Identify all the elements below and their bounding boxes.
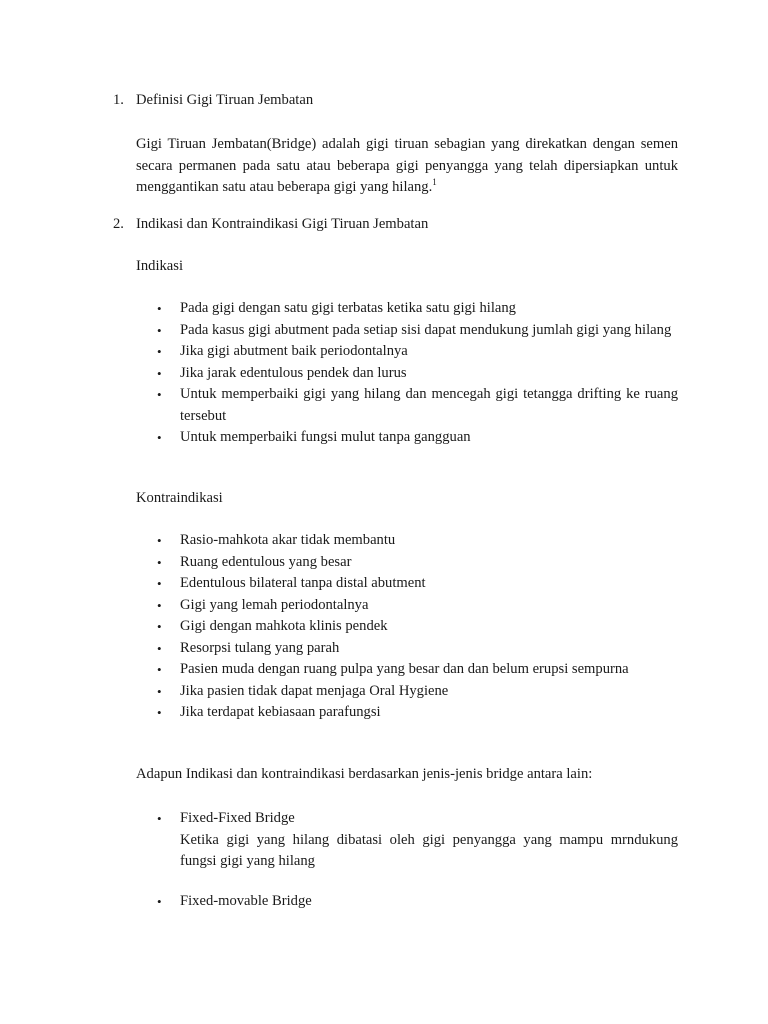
bullet-icon: • (157, 705, 162, 720)
list-item: • Pada kasus gigi abutment pada setiap sisi dapat mendukung jumlah gigi yang hilang (136, 320, 678, 342)
jenis-bridge-intro: Adapun Indikasi dan kontraindikasi berdasarkan jenis-jenis bridge antara lain: (136, 766, 593, 782)
bridge-type-name: Fixed-movable Bridge (180, 893, 312, 909)
bullet-icon: • (157, 662, 162, 677)
bridge-type-list (136, 808, 678, 873)
indikasi-list (136, 298, 678, 449)
definition-text: Gigi Tiruan Jembatan(Bridge) adalah gigi tiruan sebagian yang direkatkan dengan semen secara permanen pada satu atau beberapa gigi penyangga yang telah dipersiapkan untuk menggantikan satu atau beberapa gigi yang hilang. (136, 136, 678, 195)
list-item: • Resorpsi tulang yang parah (136, 638, 678, 660)
list-item (136, 891, 678, 913)
list-item: • Gigi dengan mahkota klinis pendek (136, 616, 678, 638)
section-1-title: Definisi Gigi Tiruan Jembatan (136, 92, 314, 108)
list-item: • Pasien muda dengan ruang pulpa yang besar dan dan belum erupsi sempurna (136, 659, 678, 681)
kontraindikasi-list (136, 530, 678, 724)
list-item: • Jika terdapat kebiasaan parafungsi (136, 702, 678, 724)
list-item: • Untuk memperbaiki fungsi mulut tanpa gangguan (136, 427, 678, 449)
bullet-icon: • (157, 322, 162, 338)
list-item: • Jika jarak edentulous pendek dan lurus (136, 363, 678, 385)
bridge-type-name: Fixed-Fixed Bridge (180, 810, 295, 826)
bullet-icon: • (157, 576, 162, 591)
bullet-icon: • (157, 387, 162, 402)
list-item: • Gigi yang lemah periodontalnya (136, 595, 678, 617)
bullet-icon: • (157, 640, 162, 656)
kontraindikasi-label: Kontraindikasi (136, 490, 223, 506)
bullet-icon: • (157, 533, 162, 548)
bullet-icon: • (157, 554, 162, 570)
bullet-icon: • (157, 597, 162, 613)
bullet-icon: • (157, 894, 162, 909)
list-item: • Untuk memperbaiki gigi yang hilang dan mencegah gigi tetangga drifting ke ruang tersebut (157, 386, 678, 424)
bullet-icon: • (157, 365, 162, 381)
section-2-title: Indikasi dan Kontraindikasi Gigi Tiruan Jembatan (136, 216, 429, 232)
bullet-icon: • (157, 344, 162, 359)
bullet-icon: • (157, 619, 162, 634)
list-item: • Pada gigi dengan satu gigi terbatas ketika satu gigi hilang (136, 298, 678, 320)
bullet-icon: • (157, 430, 162, 445)
list-item: • Jika pasien tidak dapat menjaga Oral Hygiene (136, 681, 678, 703)
list-item: • Edentulous bilateral tanpa distal abutment (136, 573, 678, 595)
indikasi-label: Indikasi (136, 258, 184, 274)
bullet-icon: • (157, 301, 162, 316)
list-item: • Rasio-mahkota akar tidak membantu (136, 530, 678, 552)
section-2-number: 2. (113, 216, 124, 232)
section-1-paragraph (136, 134, 678, 199)
bullet-icon: • (157, 683, 162, 699)
footnote-reference: 1 (432, 177, 437, 187)
list-item: • Jika gigi abutment baik periodontalnya (136, 341, 678, 363)
list-item: • Ruang edentulous yang besar (136, 552, 678, 574)
bullet-icon: • (157, 811, 162, 826)
section-1-number: 1. (113, 92, 124, 108)
list-item (136, 808, 678, 873)
bridge-type-list-2 (136, 891, 678, 913)
bridge-type-description: Ketika gigi yang hilang dibatasi oleh gigi penyangga yang mampu mrndukung fungsi gigi yang hilang (180, 831, 678, 869)
